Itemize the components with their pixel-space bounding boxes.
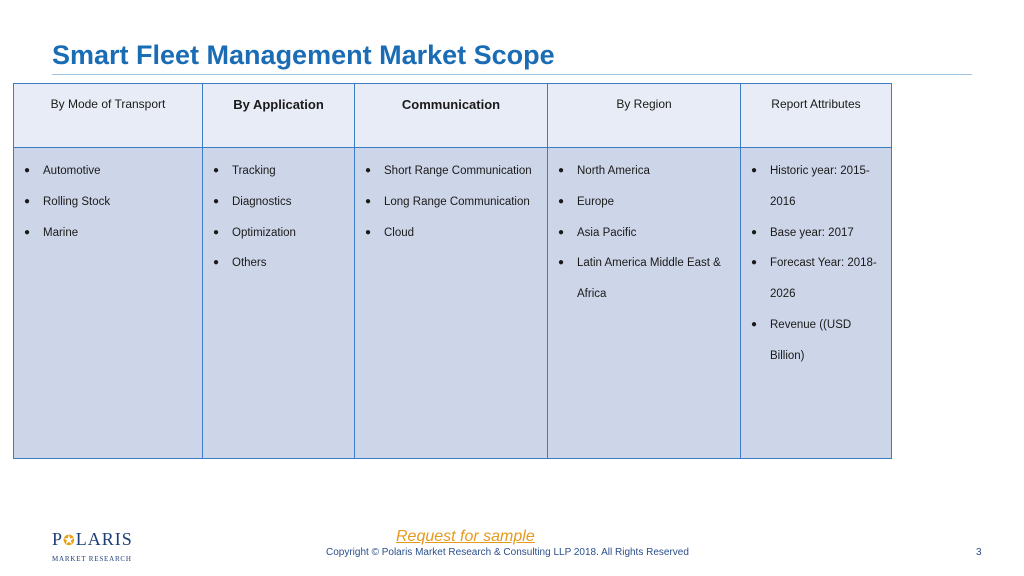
list-item <box>751 310 885 341</box>
bullet-icon: ● <box>365 165 372 176</box>
list-item-continuation <box>751 279 885 310</box>
bullet-icon: ● <box>213 165 220 176</box>
polaris-logo <box>52 530 132 563</box>
list-item-continuation <box>751 187 885 218</box>
list-item-label: 2016 <box>770 195 796 208</box>
bullet-icon: ● <box>24 165 31 176</box>
list-item-label: Base year: 2017 <box>770 226 854 239</box>
list-item-label: Billion) <box>770 349 805 362</box>
bullet-icon: ● <box>365 195 372 207</box>
bullet-icon: ● <box>558 195 565 207</box>
list-item-label: Europe <box>577 195 615 208</box>
list-item <box>751 248 885 279</box>
list-item <box>365 187 541 218</box>
cell-by-application <box>203 148 355 459</box>
cell-communication <box>355 148 548 459</box>
bullet-icon: ● <box>751 318 758 330</box>
title-divider <box>52 74 972 75</box>
list-item-label: Optimization <box>232 226 296 239</box>
table-header-row <box>14 84 892 148</box>
list-item-label: Automotive <box>43 165 101 177</box>
scope-table <box>13 83 892 459</box>
list-item-label: Cloud <box>384 226 415 239</box>
list-item-label: Historic year: 2015- <box>770 165 870 177</box>
list-item-label: Asia Pacific <box>577 226 637 239</box>
list-item <box>558 248 734 279</box>
bullet-icon: ● <box>24 195 31 207</box>
list-item <box>213 248 348 279</box>
list-item-label: Rolling Stock <box>43 195 111 208</box>
bullet-icon: ● <box>365 226 372 238</box>
list-item-continuation <box>751 341 885 372</box>
list-item-label: Long Range Communication <box>384 195 530 208</box>
list-item-label: Latin America Middle East & <box>577 257 721 270</box>
bullet-icon: ● <box>558 226 565 238</box>
list-item <box>365 156 541 187</box>
header-report-attributes: Report Attributes <box>741 84 892 148</box>
table-body-row <box>14 148 892 459</box>
bullet-icon: ● <box>213 257 220 269</box>
list-item-label: North America <box>577 165 650 177</box>
bullet-icon: ● <box>558 257 565 269</box>
list-item <box>558 187 734 218</box>
list-item <box>24 156 196 187</box>
header-communication: Communication <box>355 84 548 148</box>
cell-by-region <box>548 148 741 459</box>
header-mode-of-transport: By Mode of Transport <box>14 84 203 148</box>
bullet-icon: ● <box>751 257 758 269</box>
bullet-icon: ● <box>213 195 220 207</box>
header-by-region: By Region <box>548 84 741 148</box>
page-number: 3 <box>976 547 982 558</box>
cell-report-attributes <box>741 148 892 459</box>
list-item <box>558 156 734 187</box>
list-item-label: Forecast Year: 2018- <box>770 257 877 270</box>
list-item-label: Revenue ((USD <box>770 318 852 331</box>
header-by-application: By Application <box>203 84 355 148</box>
bullet-icon: ● <box>558 165 565 176</box>
list-item-label: Short Range Communication <box>384 165 532 177</box>
logo-wordmark: P✪LARIS <box>52 529 133 549</box>
list-item <box>24 218 196 249</box>
copyright-text: Copyright © Polaris Market Research & Consulting LLP 2018. All Rights Reserved <box>326 547 689 558</box>
list-item <box>24 187 196 218</box>
list-item <box>751 218 885 249</box>
star-icon: ✪ <box>63 534 76 549</box>
list-item-continuation <box>558 279 734 310</box>
list-item <box>751 156 885 187</box>
cell-mode-of-transport <box>14 148 203 459</box>
list-item <box>558 218 734 249</box>
list-item-label: Tracking <box>232 165 276 177</box>
bullet-icon: ● <box>24 226 31 238</box>
list-item <box>213 218 348 249</box>
request-sample-link[interactable]: Request for sample <box>396 528 535 545</box>
list-item <box>213 187 348 218</box>
list-item-label: Africa <box>577 288 607 301</box>
bullet-icon: ● <box>751 165 758 176</box>
list-item-label: Others <box>232 257 267 270</box>
list-item-label: Diagnostics <box>232 195 292 208</box>
list-item <box>365 218 541 249</box>
logo-tagline: MARKET RESEARCH <box>52 555 132 563</box>
list-item-label: Marine <box>43 226 79 239</box>
list-item <box>213 156 348 187</box>
list-item-label: 2026 <box>770 288 796 301</box>
bullet-icon: ● <box>751 226 758 238</box>
page-title: Smart Fleet Management Market Scope <box>52 40 555 70</box>
bullet-icon: ● <box>213 226 220 238</box>
